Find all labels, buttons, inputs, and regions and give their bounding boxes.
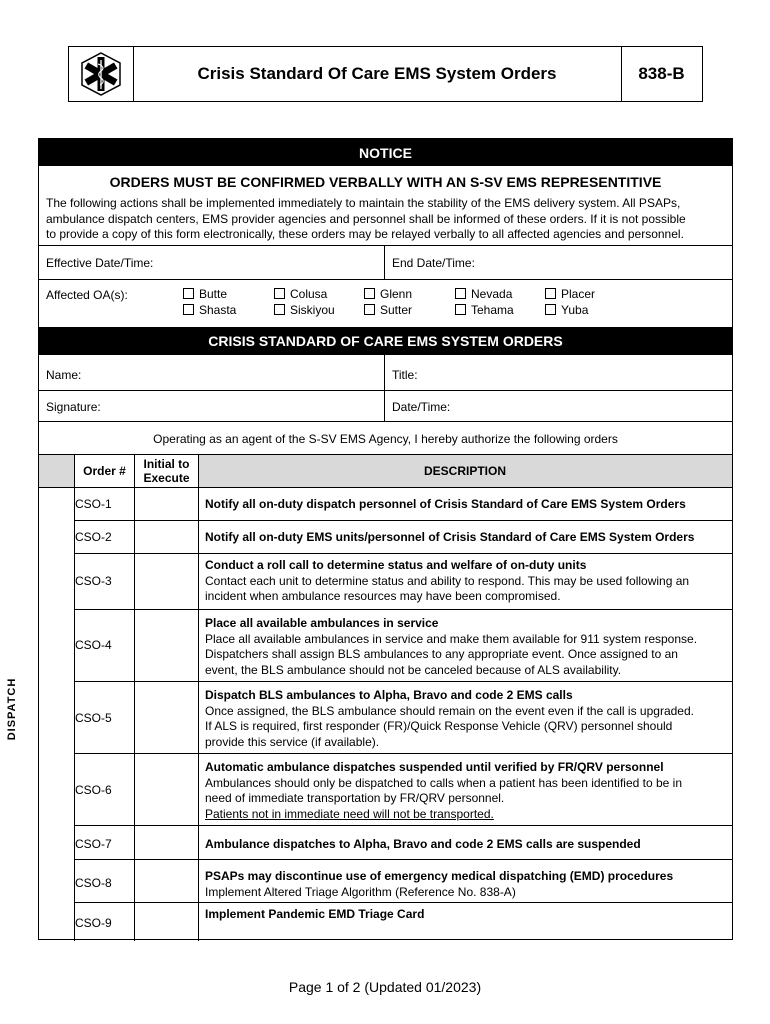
document-code: 838-B bbox=[638, 64, 685, 83]
checkbox-sutter[interactable]: Sutter bbox=[364, 303, 412, 318]
checkbox-siskiyou[interactable]: Siskiyou bbox=[274, 303, 335, 318]
dispatch-group-label: DISPATCH bbox=[6, 677, 18, 741]
order-number-cso-8: CSO-8 bbox=[75, 876, 112, 890]
logo-cell bbox=[69, 47, 134, 101]
header-box bbox=[68, 46, 703, 102]
order-description-cso-1: Notify all on-duty dispatch personnel of Crisis Standard of Care EMS System Orders bbox=[205, 497, 686, 511]
page-footer: Page 1 of 2 (Updated 01/2023) bbox=[288, 979, 482, 995]
order-description-cso-4: Place all available ambulances in service Place all available ambulances in service and make them available for 911 system response. Dispatchers shall assign BLS ambulances to any appropriate event. Once assigned to an event, the BLS ambulance should not be canceled because of ALS availability. bbox=[205, 616, 698, 677]
checkbox-colusa[interactable]: Colusa bbox=[274, 287, 327, 302]
order-number-cso-9: CSO-9 bbox=[75, 916, 112, 930]
notice-body bbox=[46, 196, 728, 243]
initial-header-line1: Initial to bbox=[143, 457, 190, 471]
effective-datetime-label: Effective Date/Time: bbox=[46, 256, 154, 270]
order-description-cso-8: PSAPs may discontinue use of emergency medical dispatching (EMD) procedures Implement Altered Triage Algorithm (Reference No. 838-A) bbox=[205, 869, 674, 899]
end-datetime-label: End Date/Time: bbox=[392, 256, 475, 270]
star-of-life-icon bbox=[76, 51, 126, 97]
order-description-cso-6: Automatic ambulance dispatches suspended until verified by FR/QRV personnel Ambulances should only be dispatched to calls when a patient has been identified to be in need of immediate transportation by FR/QRV personnel. Patients not in immediate need will not be transported. bbox=[205, 760, 682, 821]
order-description-cso-7: Ambulance dispatches to Alpha, Bravo and code 2 EMS calls are suspended bbox=[205, 837, 641, 851]
order-number-cso-5: CSO-5 bbox=[75, 711, 112, 725]
order-number-cso-4: CSO-4 bbox=[75, 638, 112, 652]
order-number-cso-3: CSO-3 bbox=[75, 574, 112, 588]
affected-oa-label: Affected OA(s): bbox=[46, 288, 128, 302]
order-number-header: Order # bbox=[83, 464, 126, 478]
order-number-cso-2: CSO-2 bbox=[75, 530, 112, 544]
checkbox-glenn[interactable]: Glenn bbox=[364, 287, 412, 302]
order-number-cso-1: CSO-1 bbox=[75, 497, 112, 511]
name-label: Name: bbox=[46, 368, 82, 382]
signer-datetime-label: Date/Time: bbox=[392, 400, 451, 414]
checkbox-placer[interactable]: Placer bbox=[545, 287, 595, 302]
description-header: DESCRIPTION bbox=[423, 464, 506, 478]
authorization-statement: Operating as an agent of the S-SV EMS Agency, I hereby authorize the following orders bbox=[153, 432, 618, 446]
notice-line: The following actions shall be implemented immediately to maintain the stability of the EMS delivery system. All PSAPs, bbox=[46, 196, 681, 210]
order-description-cso-2: Notify all on-duty EMS units/personnel of Crisis Standard of Care EMS System Orders bbox=[205, 530, 695, 544]
title-label: Title: bbox=[392, 368, 418, 382]
notice-heading: NOTICE bbox=[39, 139, 732, 166]
checkbox-nevada[interactable]: Nevada bbox=[455, 287, 512, 302]
checkbox-yuba[interactable]: Yuba bbox=[545, 303, 588, 318]
notice-line: to provide a copy of this form electronically, these orders may be relayed verbally to all affected agencies and personnel. bbox=[46, 227, 684, 241]
order-number-cso-6: CSO-6 bbox=[75, 783, 112, 797]
signature-label: Signature: bbox=[46, 400, 101, 414]
initial-header-line2: Execute bbox=[143, 471, 190, 485]
checkbox-tehama[interactable]: Tehama bbox=[455, 303, 514, 318]
checkbox-shasta[interactable]: Shasta bbox=[183, 303, 236, 318]
document-title: Crisis Standard Of Care EMS System Orders bbox=[133, 47, 622, 101]
order-description-cso-3: Conduct a roll call to determine status and welfare of on-duty units Contact each unit to determine status and ability to respond. This may be used following an incident when ambulance resources may have been compromised. bbox=[205, 558, 690, 603]
checkbox-butte[interactable]: Butte bbox=[183, 287, 227, 302]
orders-heading: CRISIS STANDARD OF CARE EMS SYSTEM ORDERS bbox=[39, 327, 732, 355]
confirm-notice: ORDERS MUST BE CONFIRMED VERBALLY WITH AN S-SV EMS REPRESENTITIVE bbox=[109, 174, 662, 190]
orders-form bbox=[6, 138, 733, 940]
group-header-cell bbox=[39, 455, 74, 487]
order-description-cso-9: Implement Pandemic EMD Triage Card bbox=[205, 907, 425, 921]
order-number-cso-7: CSO-7 bbox=[75, 837, 112, 851]
order-description-cso-5: Dispatch BLS ambulances to Alpha, Bravo and code 2 EMS calls Once assigned, the BLS ambulance should remain on the event even if the call is upgraded. If ALS is required, first responder (FR)/Quick Response Vehicle (QRV) personnel should provide this service (if available). bbox=[205, 688, 694, 749]
notice-line: ambulance dispatch centers, EMS provider agencies and personnel shall be informed of these orders. If it is not possible bbox=[46, 211, 686, 226]
